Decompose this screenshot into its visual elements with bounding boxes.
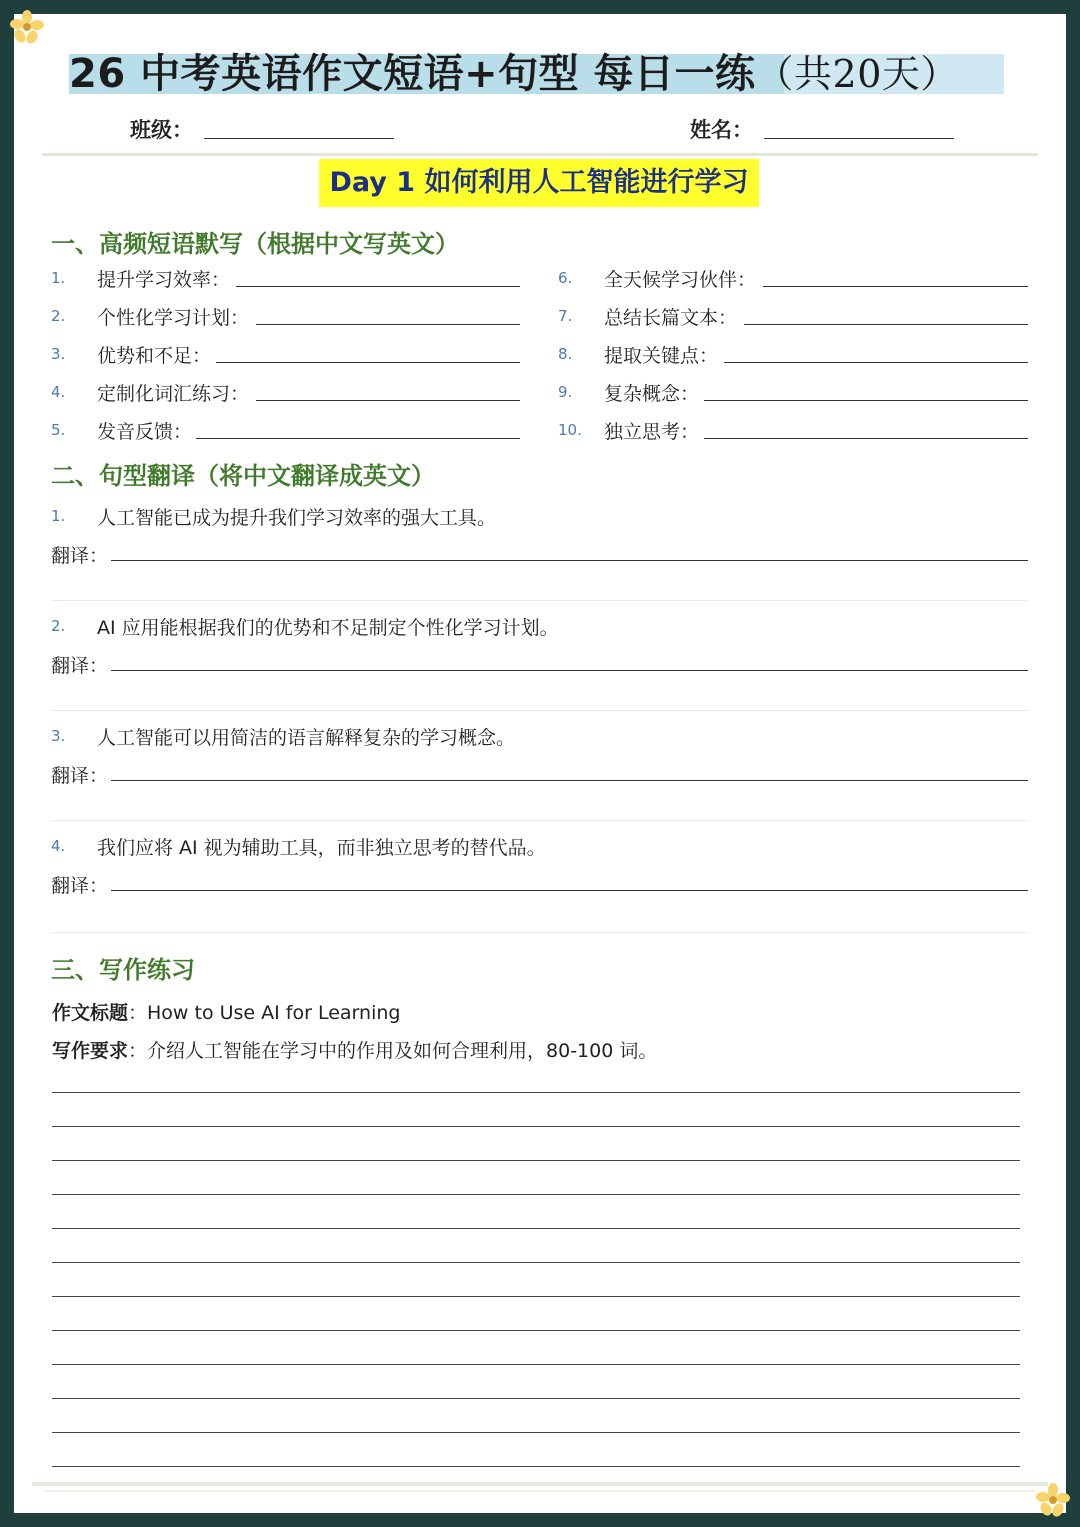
phrase-answer-line[interactable] bbox=[744, 324, 1028, 325]
phrase-answer-line[interactable] bbox=[704, 438, 1028, 439]
translation-line[interactable] bbox=[111, 780, 1028, 781]
phrase-answer-line[interactable] bbox=[196, 438, 520, 439]
class-label: 班级： bbox=[130, 117, 193, 142]
topic-value: ：How to Use AI for Learning bbox=[128, 1002, 401, 1024]
phrase-answer-line[interactable] bbox=[236, 286, 520, 287]
phrase-answer-line[interactable] bbox=[704, 400, 1028, 401]
topic-line bbox=[52, 998, 400, 1025]
sentence-text: 人工智能已成为提升我们学习效率的强大工具。 bbox=[97, 507, 497, 529]
phrase-label: 个性化学习计划： bbox=[97, 307, 250, 329]
class-field[interactable] bbox=[204, 138, 394, 139]
phrase-answer-line[interactable] bbox=[763, 286, 1028, 287]
writing-line[interactable] bbox=[52, 1364, 1020, 1365]
phrase-num: 2. bbox=[51, 307, 66, 325]
phrase-num: 5. bbox=[51, 421, 66, 439]
writing-line[interactable] bbox=[52, 1466, 1020, 1467]
writing-line[interactable] bbox=[52, 1160, 1020, 1161]
page-title: 26 中考英语作文短语+句型 每日一练（共20天） bbox=[69, 51, 959, 97]
phrase-label: 复杂概念： bbox=[604, 383, 700, 405]
topic-label: 作文标题 bbox=[52, 1002, 129, 1024]
phrase-num: 3. bbox=[51, 345, 66, 363]
sentence-num: 4. bbox=[51, 837, 66, 855]
name-field[interactable] bbox=[764, 138, 954, 139]
requirement-value: ：介绍人工智能在学习中的作用及如何合理利用，80-100 词。 bbox=[128, 1040, 658, 1062]
phrase-label: 优势和不足： bbox=[97, 345, 212, 367]
header-divider bbox=[42, 153, 1038, 156]
writing-line[interactable] bbox=[52, 1432, 1020, 1433]
item-separator bbox=[51, 710, 1028, 711]
worksheet-page bbox=[14, 14, 1066, 1513]
phrase-answer-line[interactable] bbox=[256, 400, 520, 401]
day-title: Day 1 如何利用人工智能进行学习 bbox=[329, 167, 749, 198]
sentence-text: AI 应用能根据我们的优势和不足制定个性化学习计划。 bbox=[97, 617, 559, 639]
item-separator bbox=[51, 932, 1028, 933]
translate-label: 翻译： bbox=[51, 875, 109, 897]
translation-line[interactable] bbox=[111, 560, 1028, 561]
writing-line[interactable] bbox=[52, 1228, 1020, 1229]
writing-line[interactable] bbox=[52, 1330, 1020, 1331]
sentence-text: 人工智能可以用简洁的语言解释复杂的学习概念。 bbox=[97, 727, 516, 749]
phrase-answer-line[interactable] bbox=[256, 324, 520, 325]
sentence-text: 我们应将 AI 视为辅助工具，而非独立思考的替代品。 bbox=[97, 837, 546, 859]
item-separator bbox=[51, 600, 1028, 601]
writing-line[interactable] bbox=[52, 1398, 1020, 1399]
phrase-label: 定制化词汇练习： bbox=[97, 383, 250, 405]
item-separator bbox=[51, 820, 1028, 821]
section1-title: 一、高频短语默写（根据中文写英文） bbox=[51, 230, 459, 258]
phrase-label: 全天候学习伙伴： bbox=[604, 269, 757, 291]
translate-label: 翻译： bbox=[51, 655, 109, 677]
phrase-num: 8. bbox=[558, 345, 573, 363]
writing-line[interactable] bbox=[52, 1126, 1020, 1127]
writing-line[interactable] bbox=[52, 1262, 1020, 1263]
flower-icon bbox=[10, 10, 44, 44]
phrase-label: 独立思考： bbox=[604, 421, 700, 443]
title-banner bbox=[69, 52, 1004, 96]
phrase-label: 提升学习效率： bbox=[97, 269, 231, 291]
phrase-label: 提取关键点： bbox=[604, 345, 719, 367]
phrase-num: 4. bbox=[51, 383, 66, 401]
section2-title: 二、句型翻译（将中文翻译成英文） bbox=[51, 462, 435, 490]
sentence-num: 3. bbox=[51, 727, 66, 745]
footer-divider bbox=[44, 1490, 1036, 1492]
footer-divider bbox=[32, 1482, 1048, 1486]
requirement-label: 写作要求 bbox=[52, 1040, 129, 1062]
phrase-num: 6. bbox=[558, 269, 573, 287]
translation-line[interactable] bbox=[111, 890, 1028, 891]
section3-title: 三、写作练习 bbox=[51, 956, 195, 984]
flower-icon bbox=[1036, 1483, 1070, 1517]
name-label: 姓名： bbox=[690, 117, 753, 142]
translate-label: 翻译： bbox=[51, 545, 109, 567]
sentence-num: 2. bbox=[51, 617, 66, 635]
phrase-num: 7. bbox=[558, 307, 573, 325]
phrase-num: 9. bbox=[558, 383, 573, 401]
phrase-label: 发音反馈： bbox=[97, 421, 193, 443]
phrase-answer-line[interactable] bbox=[216, 362, 520, 363]
writing-line[interactable] bbox=[52, 1194, 1020, 1195]
writing-line[interactable] bbox=[52, 1092, 1020, 1093]
translate-label: 翻译： bbox=[51, 765, 109, 787]
writing-line[interactable] bbox=[52, 1296, 1020, 1297]
requirement-line bbox=[52, 1036, 657, 1063]
sentence-num: 1. bbox=[51, 507, 66, 525]
phrase-num: 10. bbox=[558, 421, 582, 439]
phrase-num: 1. bbox=[51, 269, 66, 287]
phrase-answer-line[interactable] bbox=[724, 362, 1028, 363]
translation-line[interactable] bbox=[111, 670, 1028, 671]
phrase-label: 总结长篇文本： bbox=[604, 307, 738, 329]
